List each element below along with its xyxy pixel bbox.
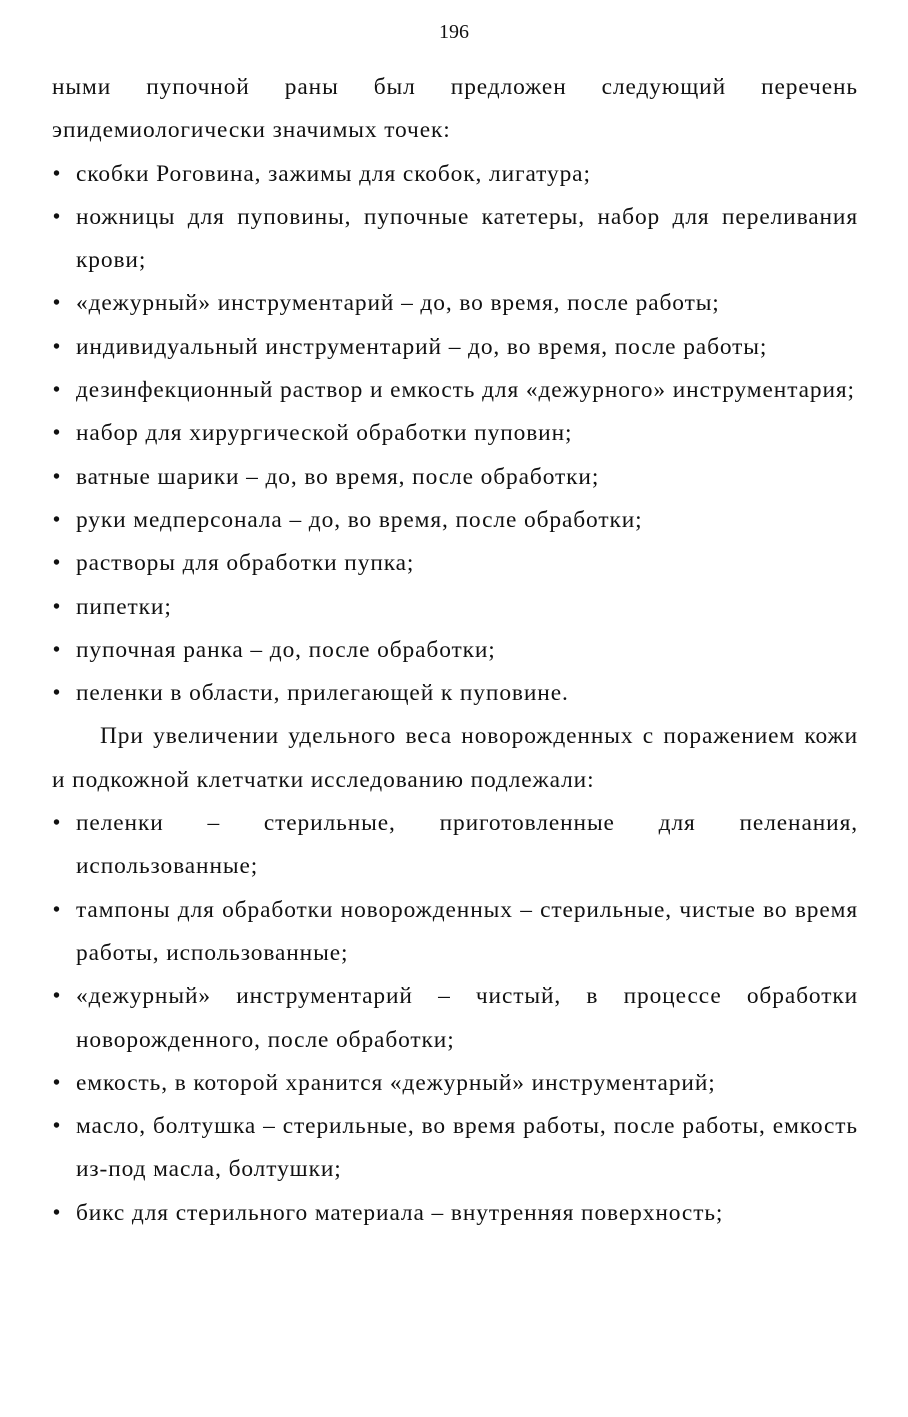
list-item (52, 672, 858, 715)
body-paragraph: При увеличении удельного веса новорожденных с поражением кожи и подкожной клетчатки исследованию подлежали: (52, 723, 858, 793)
list-item (52, 1062, 858, 1105)
list-item-text: растворы для обработки пупка; (76, 550, 415, 577)
list-item (52, 456, 858, 499)
list-item-text: руки медперсонала – до, во время, после обработки; (76, 506, 643, 533)
bullet-icon: • (53, 638, 61, 661)
bullet-icon: • (53, 985, 61, 1008)
intro-paragraph: ными пупочной раны был предложен следующий перечень эпидемиологически значимых точек: (52, 74, 858, 144)
list-item (52, 975, 858, 1062)
bullet-icon: • (53, 508, 61, 531)
list-item-text: дезинфекционный раствор и емкость для «дежурного» инструментария; (76, 377, 855, 404)
list-item-text: ножницы для пуповины, пупочные катетеры, набор для переливания крови; (76, 203, 858, 274)
list-item-text: масло, болтушка – стерильные, во время работы, после работы, емкость из-под масла, болтушки; (76, 1113, 858, 1183)
list-item (52, 586, 858, 629)
list-item-text: пеленки – стерильные, приготовленные для пеленания, использованные; (76, 810, 858, 880)
list-item-text: «дежурный» инструментарий – чистый, в процессе обработки новорожденного, после обработки; (76, 983, 858, 1053)
bullet-icon: • (53, 379, 61, 402)
bullet-icon: • (53, 465, 61, 488)
bullet-icon: • (53, 682, 61, 705)
list-item (52, 1192, 858, 1235)
bullet-icon: • (53, 162, 61, 185)
list-item-text: тампоны для обработки новорожденных – стерильные, чистые во время работы, использованные; (76, 896, 858, 966)
bullet-icon: • (53, 1115, 61, 1138)
list-item-text: набор для хирургической обработки пуповин; (76, 420, 573, 447)
list-item (52, 542, 858, 585)
bullet-icon: • (53, 898, 61, 921)
bullet-icon: • (53, 205, 61, 228)
bullet-icon: • (53, 552, 61, 575)
list-item (52, 412, 858, 455)
list-item-text: пипетки; (76, 593, 172, 620)
page-number: 196 (439, 21, 469, 43)
list-item (52, 196, 858, 283)
bullet-icon: • (53, 1201, 61, 1224)
bullet-icon: • (53, 1071, 61, 1094)
bullet-icon: • (53, 595, 61, 618)
list-item-text: «дежурный» инструментарий – до, во время, после работы; (76, 290, 720, 317)
bullet-icon: • (53, 292, 61, 315)
list-item (52, 282, 858, 325)
bullet-icon: • (53, 335, 61, 358)
list-item-text: бикс для стерильного материала – внутренняя поверхность; (76, 1199, 724, 1226)
list-item (52, 802, 858, 889)
list-item (52, 889, 858, 976)
list-item (52, 369, 858, 412)
list-item-text: индивидуальный инструментарий – до, во время, после работы; (76, 333, 768, 360)
list-item-text: ватные шарики – до, во время, после обработки; (76, 463, 600, 490)
list-item (52, 326, 858, 369)
list-item (52, 153, 858, 196)
list-item (52, 499, 858, 542)
page-body (52, 66, 858, 1235)
list-item-text: скобки Роговина, зажимы для скобок, лигатура; (76, 160, 591, 187)
list-item-text: пеленки в области, прилегающей к пуповине. (76, 680, 569, 707)
list-item-text: пупочная ранка – до, после обработки; (76, 636, 496, 663)
skin-lesion-sampling-list (52, 802, 858, 1235)
list-item (52, 1105, 858, 1192)
bullet-icon: • (53, 422, 61, 445)
list-item-text: емкость, в которой хранится «дежурный» инструментарий; (76, 1069, 716, 1096)
epidemiological-points-list (52, 153, 858, 716)
bullet-icon: • (53, 812, 61, 835)
list-item (52, 629, 858, 672)
